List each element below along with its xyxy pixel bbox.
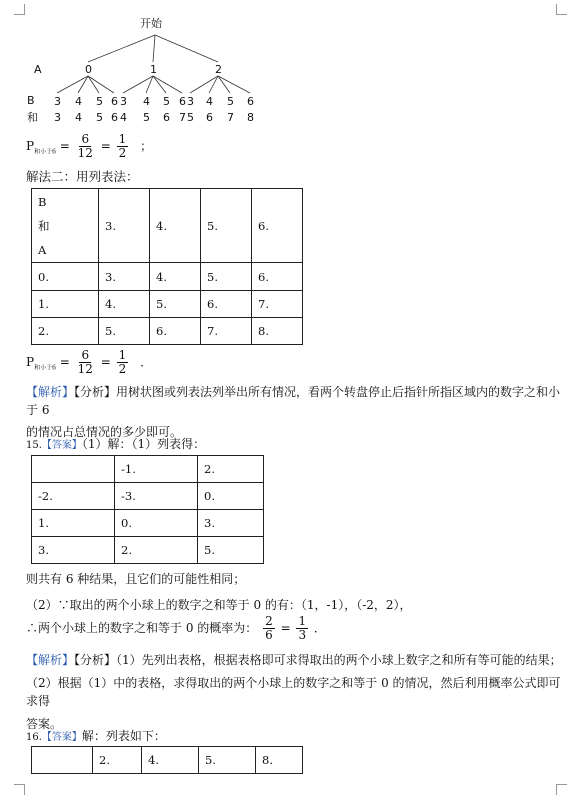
prob-subscript: 和小于6 [34, 364, 56, 372]
equals-sign: = [59, 355, 70, 369]
corner-a-label: A [38, 242, 47, 257]
table-cell: 5. [199, 747, 256, 774]
fraction-1-2 [117, 349, 129, 376]
table-cell: -3. [115, 483, 198, 510]
numerator: 2 [265, 614, 273, 628]
prob-subscript: 和小于6 [34, 148, 56, 156]
table-row [32, 291, 303, 318]
analysis-text: 答案。 [26, 717, 63, 731]
tree-branch-line [153, 76, 166, 93]
tree-row-sum-label: 和 [27, 111, 38, 124]
table-cell: 5. [150, 291, 201, 318]
tree-b-value: 4 [75, 95, 82, 108]
table-cell: 3. [99, 189, 150, 263]
analysis-q15 [26, 651, 571, 733]
equals-sign: = [59, 139, 70, 153]
table-row [32, 483, 264, 510]
question-number: 15. [26, 440, 42, 451]
numerator: 1 [298, 614, 307, 628]
table-cell [32, 456, 115, 483]
tree-a-value: 0 [85, 63, 92, 76]
tree-branch-line [88, 76, 99, 93]
analysis-subtag: 【分析】 [74, 653, 117, 667]
fraction-6-12 [76, 349, 95, 376]
table-cell: 3. [99, 263, 150, 291]
q15-line-results: 则共有 6 种结果，且它们的可能性相同； [26, 572, 246, 586]
q15-line-part2: （2）∵取出的两个小球上的数字之和等于 0 的有：（1，-1），（-2，2）， [26, 598, 412, 612]
table-cell: -2. [32, 483, 115, 510]
tree-branch-line [146, 76, 153, 93]
equals-sign: = [100, 355, 111, 369]
prob-prefix: P [26, 355, 35, 369]
table-cell: 0. [198, 483, 264, 510]
punctuation: ． [313, 621, 326, 635]
analysis-tag: 【解析】 [26, 385, 75, 399]
table-cell: 6. [252, 263, 303, 291]
table-cell: 0. [115, 510, 198, 537]
equals-sign: = [280, 621, 291, 635]
tree-sum-value: 5 [187, 111, 194, 124]
analysis-text: 的情况占总情况的多少即可。 [26, 425, 183, 439]
tree-branch-line [88, 35, 155, 62]
probability-line-2 [26, 349, 152, 376]
table-row [32, 318, 303, 345]
fraction-1-2 [117, 133, 129, 160]
numerator: 1 [118, 348, 127, 362]
table-cell: 8. [256, 747, 303, 774]
tree-sum-value: 3 [54, 111, 61, 124]
tree-branch-line [153, 76, 182, 93]
corner-b-label: B [38, 194, 47, 209]
table-cell: 2. [93, 747, 142, 774]
table-row [32, 456, 264, 483]
table-cell: 3. [32, 537, 115, 564]
denominator: 2 [118, 146, 127, 160]
analysis-subtag: 【分析】 [74, 385, 117, 399]
sum-table [31, 188, 303, 345]
tree-branch-line [218, 76, 250, 93]
prob-prefix: P [26, 139, 35, 153]
denominator: 3 [298, 628, 307, 642]
tree-b-value: 5 [96, 95, 103, 108]
tree-sum-value: 5 [143, 111, 150, 124]
tree-b-value: 3 [120, 95, 127, 108]
tree-sum-value: 4 [120, 111, 127, 124]
punctuation: ； [140, 139, 153, 153]
analysis-tag: 【解析】 [26, 653, 75, 667]
question-text: （1）解：（1）列表得： [81, 437, 206, 451]
tree-diagram [0, 0, 582, 130]
tree-b-value: 5 [163, 95, 170, 108]
table-row [32, 189, 303, 263]
probability-line-1 [26, 133, 152, 160]
tree-a-value: 1 [150, 63, 157, 76]
tree-row-a-label: A [34, 63, 42, 76]
tree-branch-line [88, 76, 114, 93]
question-text: 解：列表如下： [81, 729, 166, 743]
tree-sum-value: 5 [96, 111, 103, 124]
punctuation: ． [140, 355, 153, 369]
question-16-header [26, 727, 166, 744]
tree-sum-value: 7 [227, 111, 234, 124]
fraction-1-3 [296, 615, 308, 642]
table-cell: 6. [252, 189, 303, 263]
table-row [32, 263, 303, 291]
corner-sum-label: 和 [38, 218, 50, 233]
q15-table [31, 455, 264, 564]
table-cell: 4. [99, 291, 150, 318]
tree-b-value: 3 [187, 95, 194, 108]
table-cell: 3. [198, 510, 264, 537]
table-cell: 0. [32, 263, 99, 291]
tree-b-value: 3 [54, 95, 61, 108]
tree-a-value: 2 [215, 63, 222, 76]
table-cell: 2. [32, 318, 99, 345]
tree-b-value: 4 [206, 95, 213, 108]
table-cell: 4. [142, 747, 199, 774]
table-cell: 4. [150, 189, 201, 263]
answer-tag: 【答案】 [41, 732, 82, 743]
analysis-text: （2）根据（1）中的表格，求得取出的两个小球上的数字之和等于 0 的情况，然后利用概率公式即可求得 [26, 676, 561, 708]
table-cell: 4. [150, 263, 201, 291]
tree-sum-value: 6 [163, 111, 170, 124]
table-row [32, 537, 264, 564]
q15-probability-text: ∴两个小球上的数字之和等于 0 的概率为： [26, 621, 258, 635]
fraction-2-6 [263, 615, 275, 642]
answer-tag: 【答案】 [41, 440, 82, 451]
tree-branch-line [153, 35, 155, 62]
table-cell: 6. [201, 291, 252, 318]
tree-sum-value: 4 [75, 111, 82, 124]
q15-line-probability [26, 615, 326, 642]
fraction-6-12 [76, 133, 95, 160]
tree-sum-value: 6 [111, 111, 118, 124]
table-cell: 7. [252, 291, 303, 318]
numerator: 6 [81, 348, 90, 362]
tree-sum-value: 8 [247, 111, 254, 124]
tree-row-b-label: B [27, 94, 35, 107]
table-cell: 2. [115, 537, 198, 564]
table-row [32, 510, 264, 537]
table-cell: 7. [201, 318, 252, 345]
tree-branch-line [123, 76, 153, 93]
denominator: 12 [77, 146, 93, 160]
tree-b-value: 6 [111, 95, 118, 108]
table-cell: 8. [252, 318, 303, 345]
table-cell: 6. [150, 318, 201, 345]
analysis-text: 用树状图或列表法列举出所有情况，看两个转盘停止后指针所指区域内的数字之和小于 6 [26, 385, 561, 417]
table-cell: 2. [198, 456, 264, 483]
denominator: 12 [77, 362, 93, 376]
method-two-heading: 解法二：用列表法： [26, 169, 139, 184]
table-cell [32, 747, 93, 774]
tree-b-value: 4 [143, 95, 150, 108]
numerator: 6 [81, 132, 90, 146]
tree-b-value: 6 [247, 95, 254, 108]
table-cell: 5. [99, 318, 150, 345]
tree-root-label: 开始 [140, 17, 162, 30]
tree-sum-value: 6 [206, 111, 213, 124]
analysis-text: （1）先列出表格，根据表格即可求得取出的两个小球上数字之和所有等可能的结果； [116, 653, 562, 667]
question-number: 16. [26, 732, 42, 743]
table-cell: 5. [198, 537, 264, 564]
analysis-q14 [26, 383, 566, 441]
denominator: 6 [265, 628, 273, 642]
equals-sign: = [100, 139, 111, 153]
table-cell: 1. [32, 291, 99, 318]
tree-b-value: 5 [227, 95, 234, 108]
corner-mark-bottom-left [14, 784, 25, 795]
table-cell: 1. [32, 510, 115, 537]
q16-table [31, 746, 303, 774]
tree-sum-value: 7 [179, 111, 186, 124]
table-header-corner [32, 189, 99, 263]
tree-branch-line [218, 76, 230, 93]
question-15-header [26, 435, 205, 452]
table-cell: -1. [115, 456, 198, 483]
table-row [32, 747, 303, 774]
table-cell: 5. [201, 189, 252, 263]
table-cell: 5. [201, 263, 252, 291]
tree-b-value: 6 [179, 95, 186, 108]
corner-mark-bottom-right [556, 784, 567, 795]
denominator: 2 [118, 362, 127, 376]
numerator: 1 [118, 132, 127, 146]
tree-branch-line [155, 35, 218, 62]
